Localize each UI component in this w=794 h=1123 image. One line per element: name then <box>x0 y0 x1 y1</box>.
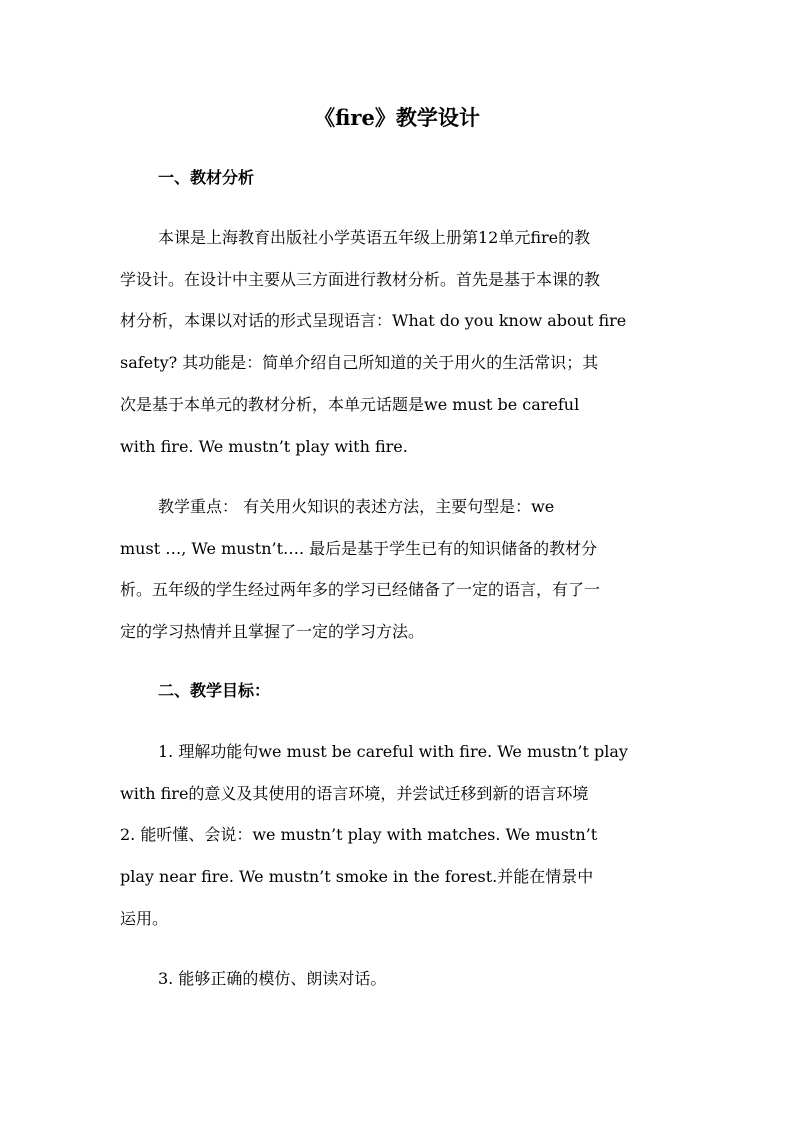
text-line: 教学重点： 有关用火知识的表述方法，主要句型是：we <box>158 497 555 516</box>
paragraph-goal-3 <box>120 958 678 1000</box>
text-line: 材分析，本课以对话的形式呈现语言：What do you know about fire <box>120 311 627 331</box>
text-line: play near fire. We mustn’t smoke in the forest.并能在情景中 <box>120 867 594 887</box>
section-heading-teaching-goals: 二、教学目标： <box>158 681 271 700</box>
text-line: 本课是上海教育出版社小学英语五年级上册第12单元fire的教 <box>158 228 591 247</box>
text-line: 运用。 <box>120 908 169 928</box>
text-line: 3. 能够正确的模仿、朗读对话。 <box>158 969 387 988</box>
paragraph-teaching-focus <box>120 486 678 653</box>
text-line: safety? 其功能是：简单介绍自己所知道的关于用火的生活常识；其 <box>120 353 599 373</box>
text-line: must …, We mustn’t…. 最后是基于学生已有的知识储备的教材分 <box>120 538 598 558</box>
paragraph-teaching-goals <box>120 731 678 940</box>
text-line: with fire. We mustn’t play with fire. <box>120 436 408 456</box>
text-line: 析。五年级的学生经过两年多的学习已经储备了一定的语言，有了一 <box>120 580 601 600</box>
text-line: 定的学习热情并且掌握了一定的学习方法。 <box>120 622 425 642</box>
section-heading-textbook-analysis: 一、教材分析 <box>158 168 255 187</box>
paragraph-textbook-analysis <box>120 217 678 467</box>
text-line: with fire的意义及其使用的语言环境，并尝试迁移到新的语言环境 <box>120 783 589 803</box>
text-line: 2. 能听懂、会说：we mustn’t play with matches. We mustn’t <box>120 825 598 845</box>
text-line: 1. 理解功能句we must be careful with fire. We mustn’t play <box>158 742 628 761</box>
document-title: 《fire》教学设计 <box>314 105 480 130</box>
text-line: 学设计。在设计中主要从三方面进行教材分析。首先是基于本课的教 <box>120 269 601 289</box>
text-line: 次是基于本单元的教材分析，本单元话题是we must be careful <box>120 394 580 414</box>
